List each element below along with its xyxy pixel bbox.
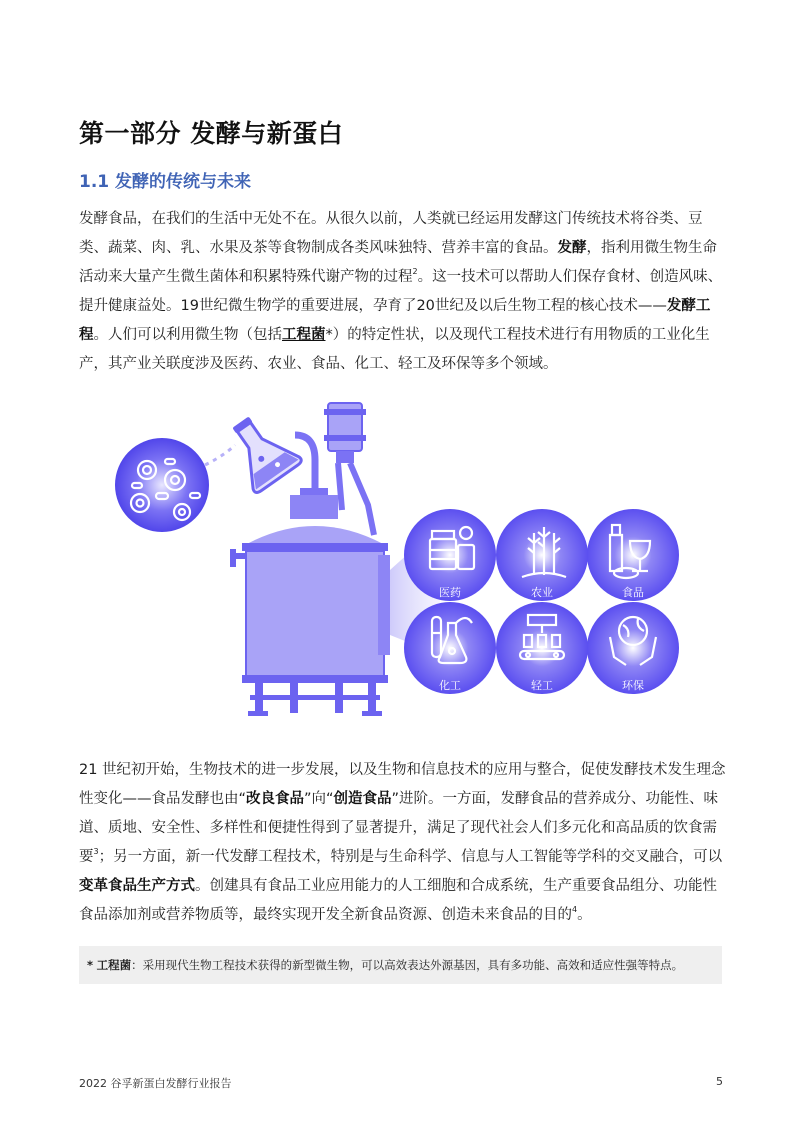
fermenter-tank-icon [230, 495, 390, 716]
term-engineered-bacteria: 工程菌 [282, 327, 326, 343]
footer-report-title: 2022 谷孚新蛋白发酵行业报告 [79, 1077, 232, 1090]
fermentation-illustration [110, 395, 690, 725]
icon-medicine [404, 509, 496, 601]
paragraph-intro: 发酵食品，在我们的生活中无处不在。从很久以前，人类就已经运用发酵这门传统技术将谷类、豆类、蔬菜、肉、乳、水果及茶等食物制成各类风味独特、营养丰富的食品。发酵，指利用微生物生命活动来大量产生微生菌体和积累特殊代谢产物的过程$^2$。这一技术可以帮助人们保存食材、创造风味、提升健康益处。19世纪微生物学的重要进展，孕育了20世纪及以后生物工程的核心技术——发酵工程。人们可以利用微生物（包括工程菌*）的特定性状，以及现代工程技术进行有用物质的工业化生产，其产业关联度涉及医药、农业、食品、化工、轻工及环保等多个领域。 [79, 211, 723, 372]
icon-agriculture [496, 509, 588, 601]
term-transform-production: 变革食品生产方式 [79, 878, 195, 894]
icon-chemical [404, 602, 496, 694]
footnote-ref-3: 3 [93, 847, 99, 856]
term-created-food: 创造食品 [333, 791, 392, 807]
page-title: 第一部分 发酵与新蛋白 [79, 119, 344, 148]
term-improved-food: 改良食品 [246, 791, 305, 807]
page-number: 5 [716, 1075, 723, 1088]
term-fermentation-engineering: 发酵工程 [79, 298, 711, 343]
icon-chemical-label: 化工 [439, 679, 461, 692]
footnote-ref-4: 4 [572, 905, 578, 914]
icon-medicine-label: 医药 [439, 586, 461, 599]
paragraph-future: 21 世纪初开始，生物技术的进一步发展，以及生物和信息技术的应用与整合，促使发酵技术发生理念性变化——食品发酵也由“改良食品”向“创造食品”进阶。一方面，发酵食品的营养成分、功能性、味道、质地、安全性、多样性和便捷性得到了显著提升，满足了现代社会人们多元化和高品质的饮食需要$^3$；另一方面，新一代发酵工程技术，特别是与生命科学、信息与人工智能等学科的交叉融合，可以变革食品生产方式。创建具有食品工业应用能力的人工细胞和合成系统，生产重要食品组分、功能性食品添加剂或营养物质等，最终实现开发全新食品资源、创造未来食品的目的$^4$。 [79, 762, 726, 923]
icon-environment [587, 602, 679, 694]
icon-agriculture-label: 农业 [531, 586, 553, 599]
microbes-icon [115, 438, 235, 532]
icon-food-label: 食品 [622, 586, 644, 599]
icon-environment-label: 环保 [622, 679, 644, 692]
icon-light-industry [496, 602, 588, 694]
footnote-ref-2: 2 [412, 267, 418, 276]
footnote-term: 工程菌 [96, 958, 132, 972]
term-fermentation: 发酵 [557, 240, 587, 256]
footnote-box: * 工程菌：采用现代生物工程技术获得的新型微生物，可以高效表达外源基因，具有多功能、高效和适应性强等特点。 [79, 946, 722, 984]
icon-light-industry-label: 轻工 [531, 679, 553, 692]
section-title: 1.1 发酵的传统与未来 [79, 172, 252, 192]
icon-food [587, 509, 679, 601]
footnote-text: ：采用现代生物工程技术获得的新型微生物，可以高效表达外源基因，具有多功能、高效和适应性强等特点。 [131, 958, 684, 972]
